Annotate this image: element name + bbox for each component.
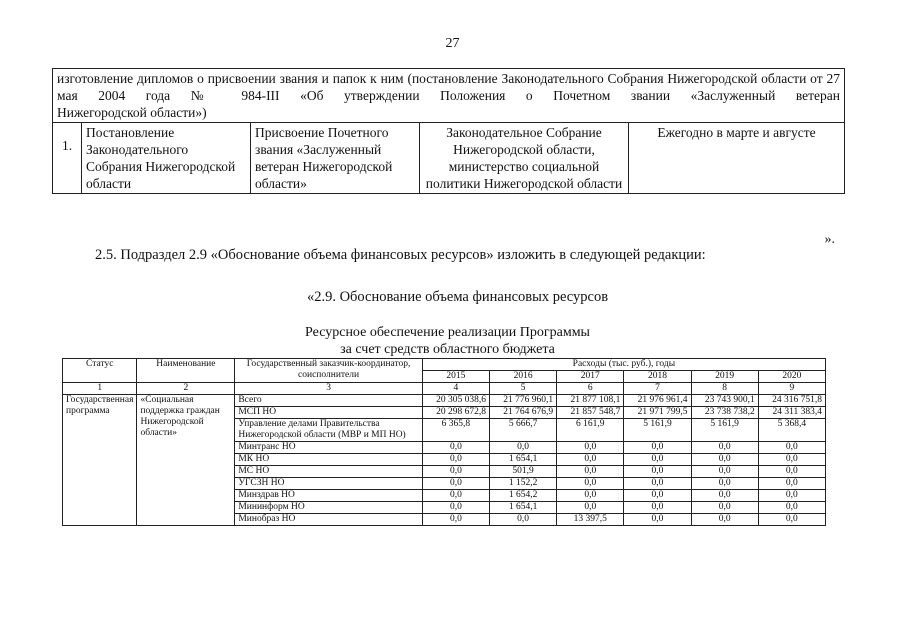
event-description-text: изготовление дипломов о присвоении звания и папок к ним (постановление Законодательного Собрания Нижегородской области от 27 мая 2004 года № 984-III «Об утверждении Положения о Почетном звании «Заслуженный ветеран <box>57 71 840 103</box>
row-value: 5 161,9 <box>624 419 691 442</box>
column-number: 6 <box>557 383 624 395</box>
row-value: 0,0 <box>691 466 758 478</box>
row-value: 0,0 <box>557 442 624 454</box>
row-label: Управление делами Правительства Нижегородской области (МВР и МП НО) <box>235 419 422 442</box>
event-description-cell <box>53 69 845 123</box>
header-year: 2019 <box>691 371 758 383</box>
row-value: 0,0 <box>758 514 825 526</box>
event-executor: Законодательное Собрание Нижегородской области, министерство социальной политики Нижегородской области <box>420 123 629 194</box>
table-row <box>53 123 845 194</box>
table-title <box>0 324 905 358</box>
row-value: 5 666,7 <box>489 419 556 442</box>
column-number: 7 <box>624 383 691 395</box>
row-label: МС НО <box>235 466 422 478</box>
row-value: 0,0 <box>557 466 624 478</box>
column-number: 4 <box>422 383 489 395</box>
row-value: 21 857 548,7 <box>557 407 624 419</box>
row-value: 0,0 <box>624 478 691 490</box>
header-year: 2020 <box>758 371 825 383</box>
table-row <box>53 69 845 123</box>
row-value: 0,0 <box>624 490 691 502</box>
row-value: 1 654,1 <box>489 454 556 466</box>
row-value: 20 305 038,6 <box>422 395 489 407</box>
row-value: 1 654,2 <box>489 490 556 502</box>
column-numbers-row <box>63 383 826 395</box>
row-value: 24 311 383,4 <box>758 407 825 419</box>
event-term: Ежегодно в марте и августе <box>629 123 845 194</box>
legal-document: Постановление Законодательного Собрания Нижегородской области <box>82 123 251 194</box>
row-value: 0,0 <box>758 490 825 502</box>
row-label: Минобраз НО <box>235 514 422 526</box>
row-label: Минтранс НО <box>235 442 422 454</box>
row-value: 0,0 <box>758 502 825 514</box>
event-action: Присвоение Почетного звания «Заслуженный ветеран Нижегородской области» <box>251 123 420 194</box>
row-value: 24 316 751,8 <box>758 395 825 407</box>
column-number: 8 <box>691 383 758 395</box>
row-value: 5 161,9 <box>691 419 758 442</box>
row-label: МСП НО <box>235 407 422 419</box>
row-value: 0,0 <box>557 478 624 490</box>
row-value: 5 368,4 <box>758 419 825 442</box>
row-value: 0,0 <box>422 478 489 490</box>
row-value: 0,0 <box>489 514 556 526</box>
header-year: 2018 <box>624 371 691 383</box>
column-number: 9 <box>758 383 825 395</box>
table-title-line1: Ресурсное обеспечение реализации Программы <box>305 325 590 340</box>
header-year: 2016 <box>489 371 556 383</box>
row-value: 0,0 <box>691 502 758 514</box>
row-value: 501,9 <box>489 466 556 478</box>
table-title-line2: за счет средств областного бюджета <box>340 342 555 357</box>
row-value: 0,0 <box>422 490 489 502</box>
table-row <box>63 395 826 407</box>
column-number: 5 <box>489 383 556 395</box>
row-value: 0,0 <box>758 466 825 478</box>
row-value: 0,0 <box>557 454 624 466</box>
row-value: 6 161,9 <box>557 419 624 442</box>
row-value: 0,0 <box>624 454 691 466</box>
header-expenses: Расходы (тыс. руб.), годы <box>422 359 825 371</box>
row-label: МК НО <box>235 454 422 466</box>
row-value: 0,0 <box>624 466 691 478</box>
closing-quote: ». <box>824 232 835 247</box>
row-value: 0,0 <box>422 442 489 454</box>
row-value: 0,0 <box>691 490 758 502</box>
resource-table <box>62 358 826 526</box>
row-label: Минздрав НО <box>235 490 422 502</box>
row-value: 0,0 <box>691 442 758 454</box>
column-number: 2 <box>137 383 235 395</box>
row-value: 0,0 <box>758 442 825 454</box>
header-name: Наименование <box>137 359 235 383</box>
row-value: 23 738 738,2 <box>691 407 758 419</box>
row-value: 0,0 <box>691 478 758 490</box>
event-description-last-line: Нижегородской области») <box>57 105 207 120</box>
row-value: 0,0 <box>758 454 825 466</box>
row-value: 1 654,1 <box>489 502 556 514</box>
header-year: 2015 <box>422 371 489 383</box>
column-number: 1 <box>63 383 137 395</box>
row-value: 21 764 676,9 <box>489 407 556 419</box>
amendment-paragraph: 2.5. Подраздел 2.9 «Обоснование объема финансовых ресурсов» изложить в следующей редакции: <box>95 247 706 263</box>
row-value: 20 298 672,8 <box>422 407 489 419</box>
row-label: Мининформ НО <box>235 502 422 514</box>
column-number: 3 <box>235 383 422 395</box>
row-value: 0,0 <box>691 454 758 466</box>
events-table <box>52 68 845 194</box>
section-title: «2.9. Обоснование объема финансовых ресурсов <box>306 289 609 305</box>
row-value: 23 743 900,1 <box>691 395 758 407</box>
row-value: 0,0 <box>557 502 624 514</box>
row-value: 21 976 961,4 <box>624 395 691 407</box>
row-value: 0,0 <box>489 442 556 454</box>
row-value: 0,0 <box>624 442 691 454</box>
header-customer: Государственный заказчик-координатор, соисполнители <box>235 359 422 383</box>
header-year: 2017 <box>557 371 624 383</box>
row-value: 0,0 <box>624 502 691 514</box>
row-label: УГСЗН НО <box>235 478 422 490</box>
row-value: 0,0 <box>422 454 489 466</box>
row-value: 0,0 <box>422 466 489 478</box>
row-value: 21 776 960,1 <box>489 395 556 407</box>
header-status: Статус <box>63 359 137 383</box>
program-status: Государственная программа <box>63 395 137 526</box>
row-value: 0,0 <box>758 478 825 490</box>
row-value: 0,0 <box>422 502 489 514</box>
row-value: 0,0 <box>557 490 624 502</box>
row-label: Всего <box>235 395 422 407</box>
program-name: «Социальная поддержка граждан Нижегородской области» <box>137 395 235 526</box>
row-value: 0,0 <box>422 514 489 526</box>
page-number: 27 <box>445 36 460 51</box>
row-value: 0,0 <box>691 514 758 526</box>
row-value: 1 152,2 <box>489 478 556 490</box>
row-value: 21 877 108,1 <box>557 395 624 407</box>
header-row <box>63 359 826 371</box>
row-number: 1. <box>53 123 82 194</box>
row-value: 0,0 <box>624 514 691 526</box>
row-value: 13 397,5 <box>557 514 624 526</box>
row-value: 6 365,8 <box>422 419 489 442</box>
row-value: 21 971 799,5 <box>624 407 691 419</box>
